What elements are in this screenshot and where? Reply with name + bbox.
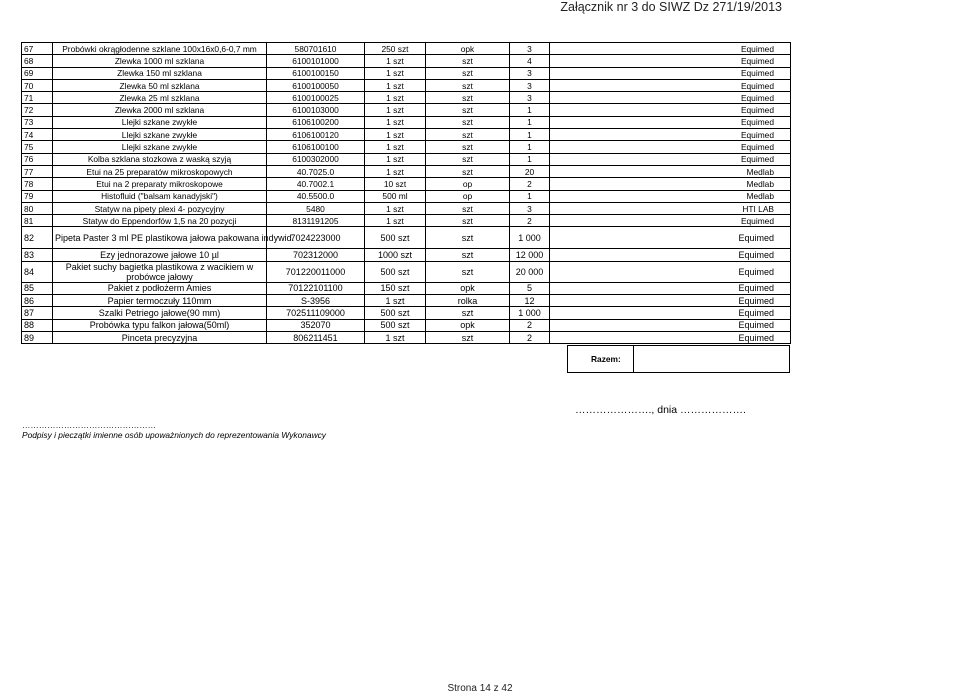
table-cell-code: 7024223000 [267, 227, 365, 249]
table-cell-code: 6100100150 [267, 67, 365, 79]
table-cell-unit: szt [426, 331, 510, 343]
table-cell-code: 352070 [267, 319, 365, 331]
table-cell-lp: 81 [22, 215, 53, 227]
table-cell-pack: 1 szt [365, 55, 426, 67]
table-cell-qty: 1 [510, 129, 550, 141]
table-cell-name: Zlewka 50 ml szklana [53, 79, 267, 91]
table-cell-qty: 1 [510, 190, 550, 202]
table-cell-lp: 73 [22, 116, 53, 128]
table-cell-code: 580701610 [267, 43, 365, 55]
table-cell-vendor: Equimed [550, 261, 791, 282]
table-cell-qty: 2 [510, 215, 550, 227]
table-cell-pack: 1 szt [365, 165, 426, 177]
table-cell-pack: 1 szt [365, 129, 426, 141]
table-row [22, 319, 791, 331]
table-cell-lp: 79 [22, 190, 53, 202]
table-cell-name: Zlewka 2000 ml szklana [53, 104, 267, 116]
table-cell-code: 6106100200 [267, 116, 365, 128]
table-cell-code: 702511109000 [267, 307, 365, 319]
table-cell-name: Statyw do Eppendorfów 1,5 na 20 pozycji [53, 215, 267, 227]
table-cell-unit: szt [426, 92, 510, 104]
table-cell-unit: szt [426, 104, 510, 116]
table-cell-qty: 3 [510, 92, 550, 104]
table-cell-name: Papier termoczuły 110mm [53, 295, 267, 307]
table-cell-code: 6100101000 [267, 55, 365, 67]
table-row [22, 141, 791, 153]
table-row [22, 331, 791, 343]
table-cell-unit: szt [426, 249, 510, 261]
table-cell-vendor: Medlab [550, 178, 791, 190]
table-cell-lp: 83 [22, 249, 53, 261]
signature-dots: ………………………………………… [22, 420, 156, 430]
table-cell-name: Llejki szkane zwykłe [53, 116, 267, 128]
table-cell-pack: 1 szt [365, 295, 426, 307]
table-cell-lp: 75 [22, 141, 53, 153]
table-cell-unit: opk [426, 282, 510, 294]
table-cell-name: Ezy jednorazowe jałowe 10 µl [53, 249, 267, 261]
table-row [22, 178, 791, 190]
table-cell-vendor: HTI LAB [550, 202, 791, 214]
table-cell-code: 806211451 [267, 331, 365, 343]
table-cell-vendor: Equimed [550, 43, 791, 55]
table-row [22, 249, 791, 261]
table-row [22, 104, 791, 116]
table-cell-code: 6100103000 [267, 104, 365, 116]
table-cell-pack: 500 ml [365, 190, 426, 202]
table-cell-vendor: Equimed [550, 295, 791, 307]
table-cell-pack: 1 szt [365, 92, 426, 104]
table-cell-name: Szalki Petriego jałowe(90 mm) [53, 307, 267, 319]
table-cell-qty: 1 000 [510, 307, 550, 319]
table-row [22, 307, 791, 319]
summary-label: Razem: [591, 354, 621, 364]
table-cell-unit: opk [426, 319, 510, 331]
table-cell-name: Histofluid ("balsam kanadyjski") [53, 190, 267, 202]
table-cell-vendor: Equimed [550, 282, 791, 294]
table-cell-pack: 1 szt [365, 331, 426, 343]
table-cell-lp: 74 [22, 129, 53, 141]
table-cell-unit: op [426, 178, 510, 190]
table-cell-pack: 500 szt [365, 261, 426, 282]
table-cell-unit: szt [426, 153, 510, 165]
table-cell-pack: 1 szt [365, 202, 426, 214]
table-cell-vendor: Equimed [550, 104, 791, 116]
table-cell-lp: 78 [22, 178, 53, 190]
table-cell-lp: 80 [22, 202, 53, 214]
table-cell-lp: 77 [22, 165, 53, 177]
table-cell-vendor: Equimed [550, 249, 791, 261]
table-row [22, 67, 791, 79]
date-line: …………………., dnia ………………. [575, 404, 746, 416]
table-cell-unit: szt [426, 165, 510, 177]
table-cell-unit: szt [426, 79, 510, 91]
table-cell-vendor: Equimed [550, 319, 791, 331]
table-cell-pack: 1 szt [365, 215, 426, 227]
table-cell-pack: 1 szt [365, 79, 426, 91]
table-cell-qty: 1 [510, 141, 550, 153]
table-cell-name: Etui na 25 preparatów mikroskopowych [53, 165, 267, 177]
table-cell-qty: 12 000 [510, 249, 550, 261]
table-cell-lp: 84 [22, 261, 53, 282]
table-cell-vendor: Equimed [550, 153, 791, 165]
table-cell-name: Zlewka 25 ml szklana [53, 92, 267, 104]
table-cell-pack: 1 szt [365, 104, 426, 116]
table-cell-unit: szt [426, 55, 510, 67]
table-cell-code: 6106100100 [267, 141, 365, 153]
table-cell-vendor: Equimed [550, 79, 791, 91]
table-row [22, 215, 791, 227]
table-cell-name: Pakiet z podłożerm Amies [53, 282, 267, 294]
table-cell-code: 6106100120 [267, 129, 365, 141]
table-row [22, 165, 791, 177]
table-row [22, 190, 791, 202]
table-cell-vendor: Equimed [550, 227, 791, 249]
table-cell-lp: 86 [22, 295, 53, 307]
table-cell-qty: 1 [510, 104, 550, 116]
table-row [22, 282, 791, 294]
table-cell-code: 701220011000 [267, 261, 365, 282]
table-row [22, 79, 791, 91]
table-cell-vendor: Medlab [550, 165, 791, 177]
table-cell-qty: 2 [510, 331, 550, 343]
table-cell-qty: 4 [510, 55, 550, 67]
table-cell-name: Etui na 2 preparaty mikroskopowe [53, 178, 267, 190]
table-row [22, 92, 791, 104]
table-cell-code: 40.7002.1 [267, 178, 365, 190]
summary-total-cell [633, 345, 790, 373]
table-cell-unit: szt [426, 116, 510, 128]
table-cell-lp: 67 [22, 43, 53, 55]
table-cell-name: Kolba szklana stozkowa z waską szyją [53, 153, 267, 165]
table-cell-qty: 20 [510, 165, 550, 177]
table-cell-unit: szt [426, 129, 510, 141]
table-cell-lp: 76 [22, 153, 53, 165]
table-cell-lp: 89 [22, 331, 53, 343]
table-cell-unit: szt [426, 67, 510, 79]
table-row [22, 153, 791, 165]
table-cell-vendor: Equimed [550, 331, 791, 343]
table-cell-name: Probówki okrągłodenne szklane 100x16x0,6-0,7 mm [53, 43, 267, 55]
table-cell-vendor: Equimed [550, 92, 791, 104]
order-table [21, 42, 791, 344]
table-cell-name: Statyw na pipety plexi 4- pozycyjny [53, 202, 267, 214]
table-row [22, 295, 791, 307]
table-cell-name: Llejki szkane zwykłe [53, 129, 267, 141]
table-cell-pack: 1 szt [365, 116, 426, 128]
table-cell-pack: 500 szt [365, 319, 426, 331]
table-cell-pack: 1 szt [365, 141, 426, 153]
table-cell-qty: 2 [510, 178, 550, 190]
table-cell-code: 8131191205 [267, 215, 365, 227]
table-row [22, 43, 791, 55]
table-cell-qty: 3 [510, 79, 550, 91]
table-cell-qty: 1 000 [510, 227, 550, 249]
table-cell-code: 6100100050 [267, 79, 365, 91]
table-cell-unit: opk [426, 43, 510, 55]
table-cell-vendor: Equimed [550, 129, 791, 141]
table-cell-lp: 69 [22, 67, 53, 79]
page-number: Strona 14 z 42 [447, 683, 513, 694]
table-cell-pack: 1 szt [365, 153, 426, 165]
document-header: Załącznik nr 3 do SIWZ Dz 271/19/2013 [560, 0, 782, 14]
table-cell-lp: 85 [22, 282, 53, 294]
table-cell-code: 702312000 [267, 249, 365, 261]
table-cell-vendor: Equimed [550, 215, 791, 227]
table-cell-unit: szt [426, 307, 510, 319]
table-cell-pack: 250 szt [365, 43, 426, 55]
table-cell-name: Probówka typu falkon jałowa(50ml) [53, 319, 267, 331]
table-row [22, 261, 791, 282]
table-cell-name: Pakiet suchy bagietka plastikowa z wacikiem w probówce jałowy [53, 261, 267, 282]
table-cell-vendor: Equimed [550, 55, 791, 67]
table-cell-unit: szt [426, 261, 510, 282]
table-cell-pack: 1 szt [365, 67, 426, 79]
table-cell-vendor: Equimed [550, 67, 791, 79]
table-cell-pack: 500 szt [365, 307, 426, 319]
table-row [22, 227, 791, 249]
table-cell-lp: 68 [22, 55, 53, 67]
table-cell-pack: 1000 szt [365, 249, 426, 261]
table-cell-unit: szt [426, 141, 510, 153]
table-cell-unit: op [426, 190, 510, 202]
table-cell-code: 6100302000 [267, 153, 365, 165]
table-cell-qty: 12 [510, 295, 550, 307]
table-cell-name: Pipeta Paster 3 ml PE plastikowa jałowa pakowana indywid. [53, 227, 267, 249]
table-cell-code: S-3956 [267, 295, 365, 307]
table-cell-lp: 72 [22, 104, 53, 116]
table-row [22, 55, 791, 67]
table-cell-unit: szt [426, 202, 510, 214]
table-cell-pack: 10 szt [365, 178, 426, 190]
table-cell-code: 40.5500.0 [267, 190, 365, 202]
table-cell-pack: 150 szt [365, 282, 426, 294]
table-cell-code: 6100100025 [267, 92, 365, 104]
table-cell-vendor: Medlab [550, 190, 791, 202]
table-cell-name: Pinceta precyzyjna [53, 331, 267, 343]
table-cell-lp: 87 [22, 307, 53, 319]
table-cell-name: Llejki szkane zwykłe [53, 141, 267, 153]
table-row [22, 202, 791, 214]
table-cell-lp: 82 [22, 227, 53, 249]
table-cell-code: 5480 [267, 202, 365, 214]
table-cell-code: 70122101100 [267, 282, 365, 294]
table-cell-qty: 5 [510, 282, 550, 294]
table-cell-unit: szt [426, 215, 510, 227]
table-cell-name: Zlewka 1000 ml szklana [53, 55, 267, 67]
table-cell-unit: rolka [426, 295, 510, 307]
table-cell-qty: 3 [510, 202, 550, 214]
table-row [22, 129, 791, 141]
signature-caption: Podpisy i pieczątki imienne osób upoważnionych do reprezentowania Wykonawcy [22, 430, 326, 440]
table-cell-pack: 500 szt [365, 227, 426, 249]
table-cell-qty: 2 [510, 319, 550, 331]
table-cell-vendor: Equimed [550, 116, 791, 128]
table-cell-lp: 88 [22, 319, 53, 331]
table-cell-unit: szt [426, 227, 510, 249]
table-cell-name: Zlewka 150 ml szklana [53, 67, 267, 79]
table-cell-lp: 71 [22, 92, 53, 104]
table-cell-qty: 3 [510, 43, 550, 55]
table-cell-qty: 1 [510, 116, 550, 128]
table-cell-vendor: Equimed [550, 141, 791, 153]
table-cell-qty: 3 [510, 67, 550, 79]
table-cell-code: 40.7025.0 [267, 165, 365, 177]
table-row [22, 116, 791, 128]
table-cell-lp: 70 [22, 79, 53, 91]
table-cell-qty: 20 000 [510, 261, 550, 282]
table-cell-qty: 1 [510, 153, 550, 165]
table-cell-vendor: Equimed [550, 307, 791, 319]
